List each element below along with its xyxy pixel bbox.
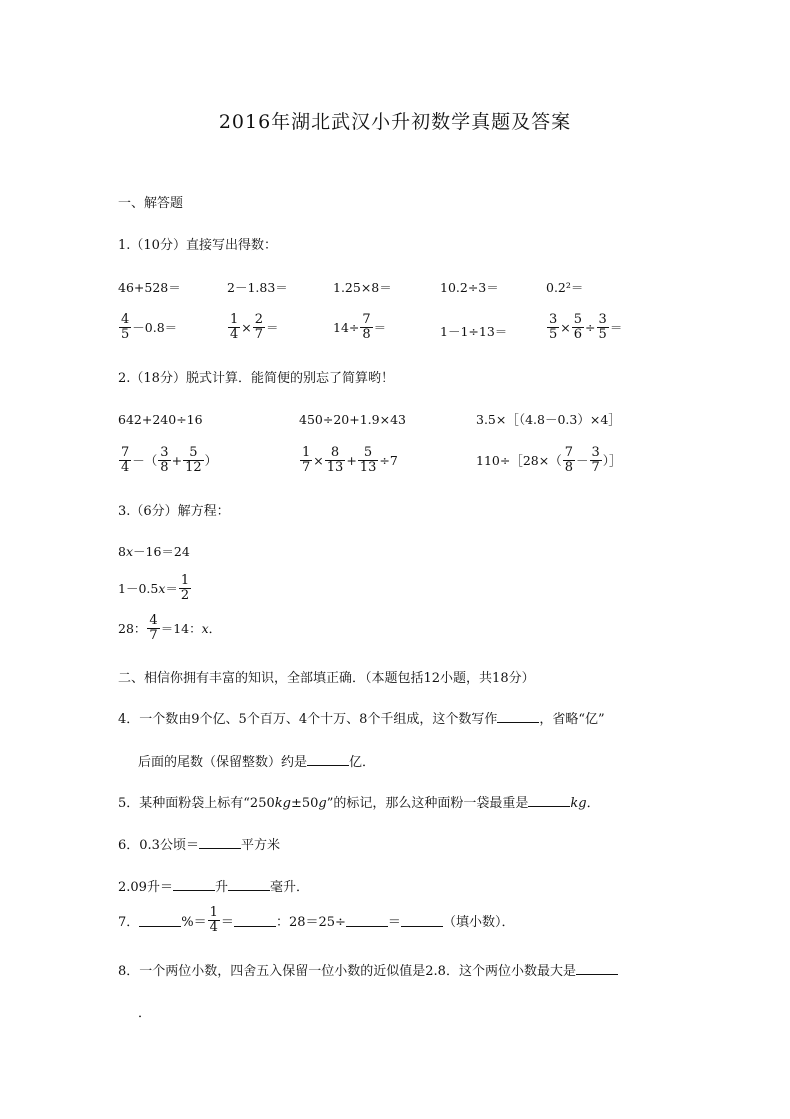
question-4-line-2: 后面的尾数（保留整数）约是 亿． — [138, 755, 376, 770]
answer-blank — [576, 962, 618, 975]
q1-item-5: 0.2²＝ — [546, 280, 584, 295]
fraction: $\frac{3}{5}$ — [598, 312, 607, 342]
section-heading-1: 一、解答题 — [118, 196, 184, 211]
answer-blank — [173, 878, 215, 891]
fraction: $\frac{7}{4}$ — [121, 445, 130, 475]
question-8-line-1: 8．一个两位小数，四舍五入保留一位小数的近似值是2.8．这个两位小数最大是 — [118, 960, 618, 979]
question-2-heading: 2.（18分）脱式计算．能简便的别忘了简算哟！ — [118, 371, 394, 386]
answer-blank — [307, 753, 349, 766]
fraction: $\frac{7}{8}$ — [362, 312, 371, 342]
question-6-part-2: 2.09升＝ 升 毫升． — [118, 880, 309, 895]
fraction: $\frac{5}{12}$ — [185, 445, 202, 475]
answer-blank — [346, 914, 388, 927]
fraction: $\frac{2}{7}$ — [254, 312, 264, 342]
q1-item-7: $\frac{1}{4}$ × $\frac{2}{7}$ ＝ — [230, 312, 279, 342]
question-8-line-2: ． — [138, 1006, 152, 1021]
fraction: $\frac{1}{7}$ — [302, 445, 311, 475]
question-3-heading: 3.（6分）解方程： — [118, 504, 230, 519]
question-5: 5．某种面粉袋上标有“250kg±50g”的标记，那么这种面粉一袋最重是 kg． — [118, 796, 600, 811]
section-heading-2: 二、相信你拥有丰富的知识，全部填正确．（本题包括12小题，共18分） — [118, 671, 535, 686]
fraction: $\frac{7}{8}$ — [564, 445, 573, 475]
fraction: $\frac{1}{4}$ — [209, 905, 218, 935]
q1-item-4: 10.2÷3＝ — [440, 280, 499, 295]
page-title: 2016年湖北武汉小升初数学真题及答案 — [218, 111, 572, 133]
fraction: $\frac{4}{7}$ — [149, 613, 158, 643]
fraction: $\frac{3}{7}$ — [591, 445, 600, 475]
q1-item-2: 2－1.83＝ — [227, 280, 288, 295]
q2-item-4: $\frac{7}{4}$ －（ $\frac{3}{8}$ + $\frac{5}{12}$ ） — [121, 445, 218, 475]
q2-item-5: $\frac{1}{7}$ × $\frac{8}{13}$ + $\frac{5}{13}$ ÷7 — [302, 445, 398, 475]
q1-item-6: $\frac{4}{5}$ －0.8＝ — [121, 312, 178, 342]
equation-1: 8x－16＝24 — [118, 544, 190, 559]
fraction: $\frac{3}{5}$ — [549, 312, 558, 342]
question-7: 7． %＝ $\frac{1}{4}$ ＝ ：28＝25÷ ＝ （填小数）． — [118, 905, 515, 935]
q2-item-3: 3.5×［（4.8－0.3）×4］ — [476, 412, 621, 427]
question-1-heading: 1.（10分）直接写出得数： — [118, 238, 277, 253]
equation-2: 1－0.5 x ＝ $\frac{1}{2}$ — [118, 573, 190, 603]
fraction: $\frac{4}{5}$ — [121, 312, 130, 342]
question-4-line-1: 4．一个数由9个亿、5个百万、4个十万、8个千组成，这个数写作 ，省略“亿” — [118, 712, 605, 727]
q1-item-10: $\frac{3}{5}$ × $\frac{5}{6}$ ÷ $\frac{3}{5}$ ＝ — [549, 312, 623, 342]
answer-blank — [139, 914, 181, 927]
fraction: $\frac{8}{13}$ — [326, 445, 344, 475]
fraction: $\frac{1}{2}$ — [180, 573, 190, 603]
answer-blank — [497, 710, 539, 723]
fraction: $\frac{3}{8}$ — [160, 445, 169, 475]
q1-item-1: 46+528＝ — [118, 280, 181, 295]
fraction: $\frac{5}{6}$ — [573, 312, 583, 342]
q1-item-9: 1－1÷13＝ — [440, 324, 508, 339]
answer-blank — [228, 878, 270, 891]
q2-item-2: 450÷20+1.9×43 — [299, 412, 406, 427]
q1-item-3: 1.25×8＝ — [333, 280, 392, 295]
q2-item-1: 642+240÷16 — [118, 412, 203, 427]
equation-3: 28： $\frac{4}{7}$ ＝14： x ． — [118, 613, 222, 643]
answer-blank — [234, 914, 276, 927]
fraction: $\frac{5}{13}$ — [359, 445, 377, 475]
question-6: 6．0.3公顷＝ 平方米 — [118, 838, 280, 853]
answer-blank — [199, 836, 241, 849]
answer-blank — [401, 914, 443, 927]
answer-blank — [528, 794, 570, 807]
q1-item-8: 14÷ $\frac{7}{8}$ ＝ — [333, 312, 387, 342]
fraction: $\frac{1}{4}$ — [230, 312, 239, 342]
q2-item-6: 110÷［28×（ $\frac{7}{8}$ － $\frac{3}{7}$ ）］ — [476, 445, 622, 475]
